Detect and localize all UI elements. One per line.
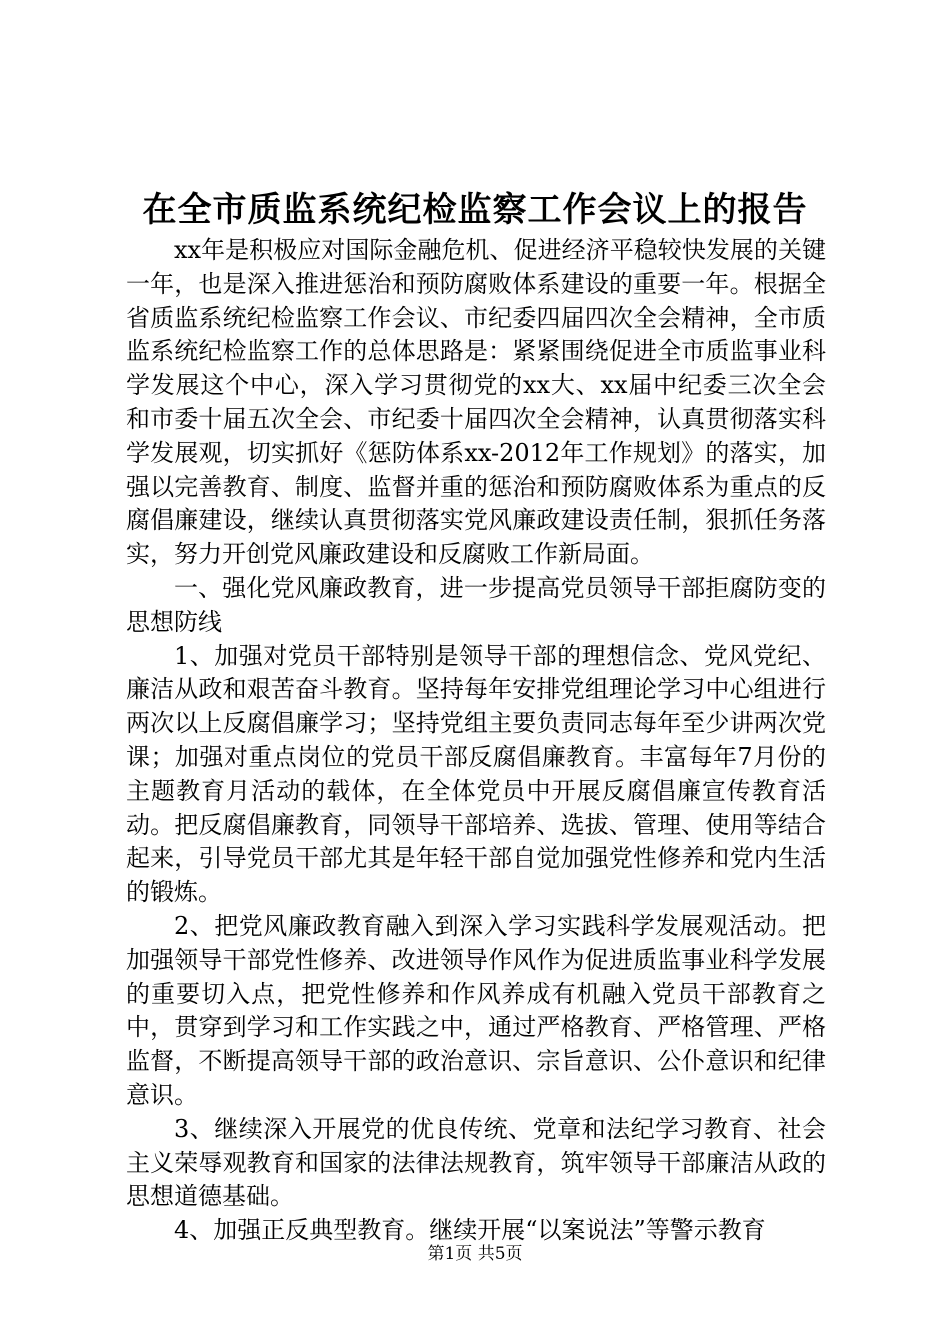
item-paragraph-2: 2、把党风廉政教育融入到深入学习实践科学发展观活动。把加强领导干部党性修养、改进领导作风作为促进质监事业科学发展的重要切入点，把党性修养和作风养成有机融入党员干部教育之中，贯穿到学习和工作实践之中，通过严格教育、严格管理、严格监督，不断提高领导干部的政治意识、宗旨意识、公仆意识和纪律意识。	[126, 911, 826, 1109]
item-paragraph-3: 3、继续深入开展党的优良传统、党章和法纪学习教育、社会主义荣辱观教育和国家的法律法规教育，筑牢领导干部廉洁从政的思想道德基础。	[126, 1114, 826, 1211]
item-paragraph-1: 1、加强对党员干部特别是领导干部的理想信念、党风党纪、廉洁从政和艰苦奋斗教育。坚持每年安排党组理论学习中心组进行两次以上反腐倡廉学习；坚持党组主要负责同志每年至少讲两次党课；加强对重点岗位的党员干部反腐倡廉教育。丰富每年7月份的主题教育月活动的载体，在全体党员中开展反腐倡廉宣传教育活动。把反腐倡廉教育，同领导干部培养、选拔、管理、使用等结合起来，引导党员干部尤其是年轻干部自觉加强党性修养和党内生活的锻炼。	[126, 641, 826, 907]
document-title: 在全市质监系统纪检监察工作会议上的报告	[142, 190, 808, 230]
page-number-footer: 第1页 共5页	[427, 1244, 523, 1264]
section-heading-1: 一、强化党风廉政教育，进一步提高党员领导干部拒腐防变的思想防线	[126, 573, 826, 636]
document-body	[126, 234, 826, 1248]
item-paragraph-4: 4、加强正反典型教育。继续开展“以案说法”等警示教育	[174, 1216, 766, 1245]
intro-paragraph: xx年是积极应对国际金融危机、促进经济平稳较快发展的关键一年，也是深入推进惩治和预防腐败体系建设的重要一年。根据全省质监系统纪检监察工作会议、市纪委四届四次全会精神，全市质监系统纪检监察工作的总体思路是：紧紧围绕促进全市质监事业科学发展这个中心，深入学习贯彻党的xx大、xx届中纪委三次全会和市委十届五次全会、市纪委十届四次全会精神，认真贯彻落实科学发展观，切实抓好《惩防体系xx-2012年工作规划》的落实，加强以完善教育、制度、监督并重的惩治和预防腐败体系为重点的反腐倡廉建设，继续认真贯彻落实党风廉政建设责任制，狠抓任务落实，努力开创党风廉政建设和反腐败工作新局面。	[126, 236, 826, 569]
